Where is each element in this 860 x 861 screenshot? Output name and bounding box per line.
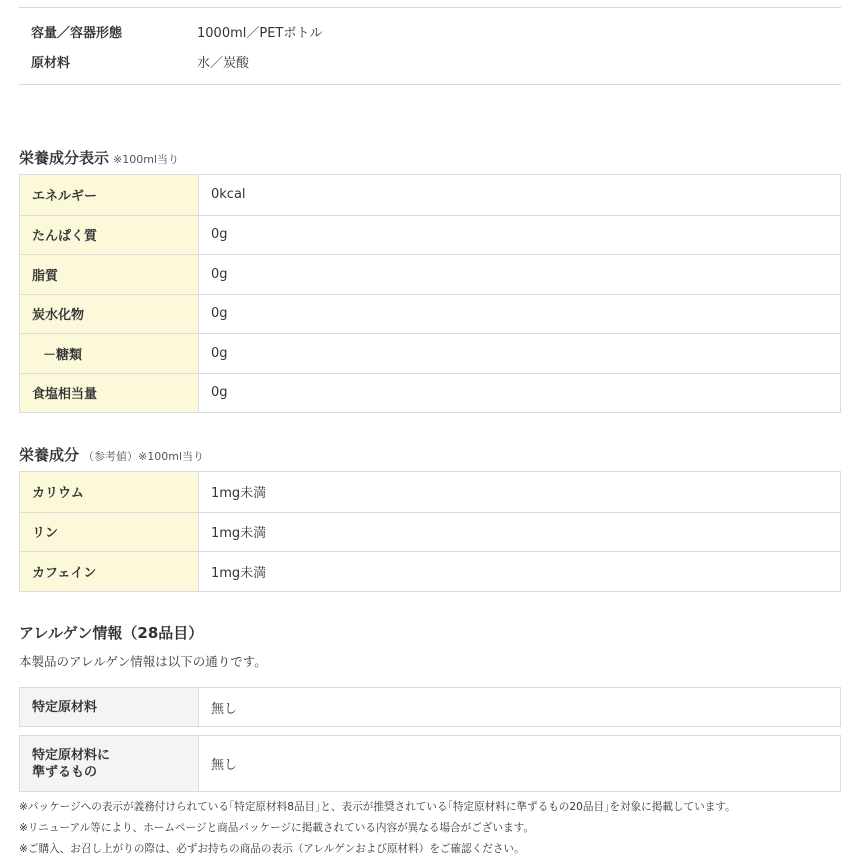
row-value: 0g xyxy=(211,227,228,243)
table-row xyxy=(20,254,840,294)
row-label: カリウム xyxy=(20,472,199,512)
allergen-row-equivalent xyxy=(19,735,841,792)
row-value: 無し xyxy=(211,701,238,717)
nutrition-title: 栄養成分表示 xyxy=(19,149,110,167)
reference-heading xyxy=(19,444,204,465)
allergen-note: ※ご購入、お召し上がりの際は、必ずお持ちの商品の表示（アレルゲンおよび原材料）をご確認ください。 xyxy=(19,843,525,855)
nutrition-table xyxy=(19,174,841,413)
row-label: リン xyxy=(20,513,199,552)
allergen-heading: アレルゲン情報（28品目） xyxy=(19,624,204,642)
reference-table xyxy=(19,471,841,592)
table-row xyxy=(20,294,840,334)
table-row xyxy=(20,333,840,373)
reference-note-paren: （参考値） xyxy=(83,450,139,463)
row-value: 1mg未満 xyxy=(211,526,267,542)
row-label: たんぱく質 xyxy=(20,216,199,255)
row-label: エネルギー xyxy=(20,175,199,215)
nutrition-note: ※100ml当り xyxy=(113,153,179,166)
spec-table xyxy=(19,7,841,85)
reference-note: ※100ml当り xyxy=(138,450,204,463)
row-value: 0g xyxy=(211,306,228,322)
table-row xyxy=(20,472,840,512)
row-value: 0g xyxy=(211,266,228,282)
row-value: 0g xyxy=(211,345,228,361)
table-row xyxy=(20,215,840,255)
spec-label: 容量／容器形態 xyxy=(31,26,123,41)
row-value: 0kcal xyxy=(211,187,246,203)
nutrition-heading xyxy=(19,147,179,168)
row-label: －糖類 xyxy=(20,334,199,373)
row-value: 1mg未満 xyxy=(211,565,267,581)
row-label: カフェイン xyxy=(20,552,199,591)
allergen-row-specific xyxy=(19,687,841,727)
row-value: 無し xyxy=(211,758,238,773)
spec-row-capacity xyxy=(19,16,841,47)
table-row xyxy=(20,551,840,591)
row-label: 特定原材料に 準ずるもの xyxy=(20,736,199,791)
table-row xyxy=(20,512,840,552)
spec-label: 原材料 xyxy=(31,56,71,71)
allergen-intro: 本製品のアレルゲン情報は以下の通りです。 xyxy=(19,654,267,669)
spec-value: 水／炭酸 xyxy=(197,56,250,71)
table-row xyxy=(20,373,840,413)
allergen-note: ※リニューアル等により、ホームページと商品パッケージに掲載されている内容が異なる場合がございます。 xyxy=(19,822,534,834)
spec-value: 1000ml／PETボトル xyxy=(197,26,323,41)
row-value: 0g xyxy=(211,385,228,401)
reference-title: 栄養成分 xyxy=(19,446,80,464)
row-label: 脂質 xyxy=(20,255,199,294)
row-label: 特定原材料 xyxy=(20,688,199,726)
row-label: 食塩相当量 xyxy=(20,374,199,413)
row-value: 1mg未満 xyxy=(211,486,267,502)
table-row xyxy=(20,175,840,215)
spec-row-ingredients xyxy=(19,46,841,77)
allergen-note: ※パッケージへの表示が義務付けられている｢特定原材料8品目｣と、表示が推奨されている｢特定原材料に準ずるもの20品目｣を対象に掲載しています。 xyxy=(19,801,736,813)
row-label: 炭水化物 xyxy=(20,295,199,334)
